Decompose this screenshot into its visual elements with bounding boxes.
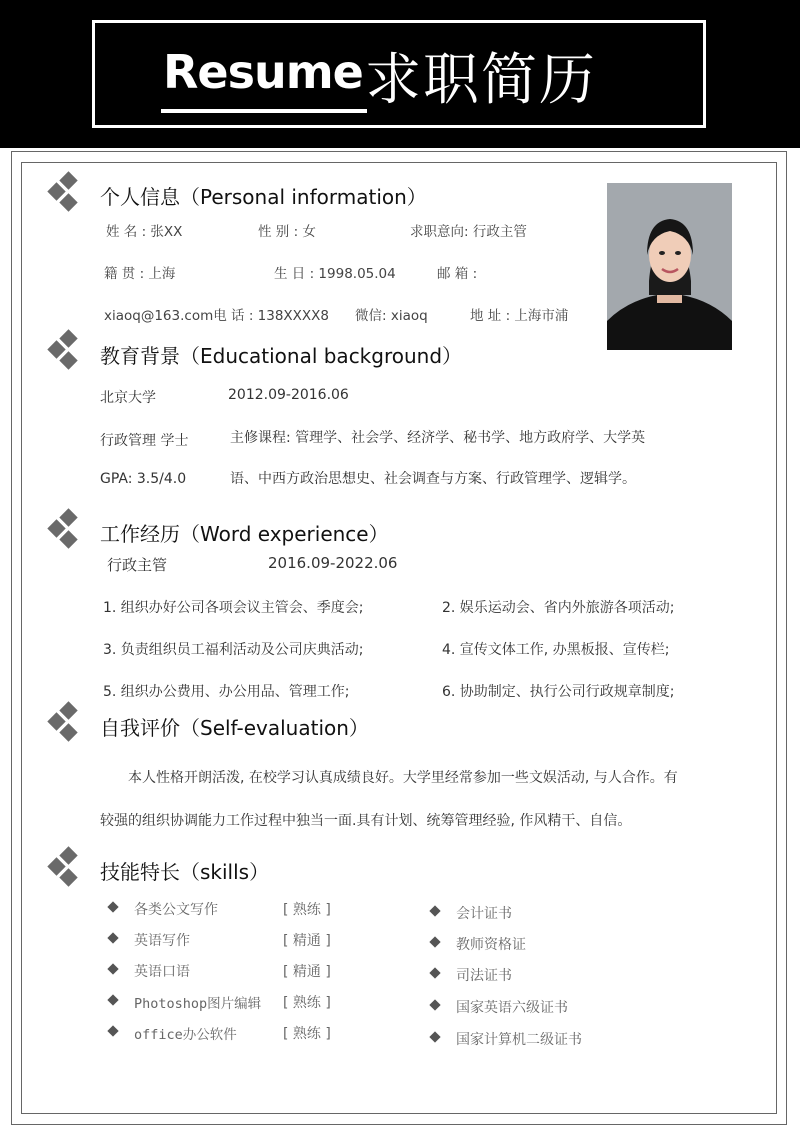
work-item-2: 2. 娱乐运动会、省内外旅游各项活动; [442,600,675,616]
edu-degree: 行政管理 学士 [100,433,189,449]
certificate-item: 国家计算机二级证书 [456,1032,582,1048]
section-title-work: 工作经历（Word experience） [100,522,389,546]
skill-name: 英语口语 [134,964,190,980]
title-box [92,20,706,128]
section-title-personal: 个人信息（Personal information） [100,185,427,209]
title-underline [161,109,367,113]
personal-wechat: 微信: xiaoq [355,308,428,324]
personal-address: 地 址 : 上海市浦 [470,308,569,324]
title-chinese: 求职简历 [365,48,597,113]
personal-contact: xiaoq@163.com电 话 : 138XXXX8 [104,308,330,324]
work-item-6: 6. 协助制定、执行公司行政规章制度; [442,684,675,700]
certificate-item: 会计证书 [456,906,512,922]
personal-birthday: 生 日 : 1998.05.04 [274,266,396,282]
profile-photo [607,183,732,350]
certificate-item: 司法证书 [456,968,512,984]
personal-intent: 求职意向: 行政主管 [410,224,527,240]
work-item-4: 4. 宣传文体工作, 办黑板报、宣传栏; [442,642,670,658]
diamond-cluster-icon [48,848,82,892]
skill-level: [ 熟练 ] [283,1026,331,1042]
certificate-item: 教师资格证 [456,937,526,953]
section-title-education: 教育背景（Educational background） [100,344,463,368]
personal-email-label: 邮 箱 : [437,266,478,282]
skill-name: office办公软件 [134,1027,237,1043]
work-item-3: 3. 负责组织员工福利活动及公司庆典活动; [103,642,364,658]
work-item-1: 1. 组织办好公司各项会议主管会、季度会; [103,600,364,616]
personal-gender: 性 别 : 女 [258,224,316,240]
section-title-self-eval: 自我评价（Self-evaluation） [100,716,369,740]
diamond-cluster-icon [48,510,82,554]
work-position: 行政主管 [107,556,168,574]
skill-name: Photoshop图片编辑 [134,996,262,1012]
skill-name: 各类公文写作 [134,902,218,918]
skill-level: [ 熟练 ] [283,902,331,918]
skill-level: [ 精通 ] [283,964,331,980]
self-eval-line1: 本人性格开朗活泼, 在校学习认真成绩良好。大学里经常参加一些文娱活动, 与人合作。有 [128,770,678,786]
edu-school: 北京大学 [100,390,156,406]
diamond-cluster-icon [48,703,82,747]
edu-courses-line2: 语、中西方政治思想史、社会调查与方案、行政管理学、逻辑学。 [230,471,636,487]
self-eval-line2: 较强的组织协调能力工作过程中独当一面.具有计划、统筹管理经验, 作风精干、自信。 [100,813,632,829]
skill-level: [ 精通 ] [283,933,331,949]
personal-native: 籍 贯 : 上海 [104,266,176,282]
diamond-cluster-icon [48,173,82,217]
skill-level: [ 熟练 ] [283,995,331,1011]
edu-gpa: GPA: 3.5/4.0 [100,471,187,487]
diamond-cluster-icon [48,331,82,375]
work-item-5: 5. 组织办公费用、办公用品、管理工作; [103,684,350,700]
personal-name: 姓 名 : 张XX [106,224,183,240]
work-period: 2016.09-2022.06 [268,554,398,572]
title-english: Resume [163,45,363,99]
edu-courses-line1: 主修课程: 管理学、社会学、经济学、秘书学、地方政府学、大学英 [230,430,646,446]
edu-period: 2012.09-2016.06 [228,387,349,403]
certificate-item: 国家英语六级证书 [456,1000,568,1016]
section-title-skills: 技能特长（skills） [100,860,270,884]
header-banner [0,0,800,148]
skill-name: 英语写作 [134,933,190,949]
